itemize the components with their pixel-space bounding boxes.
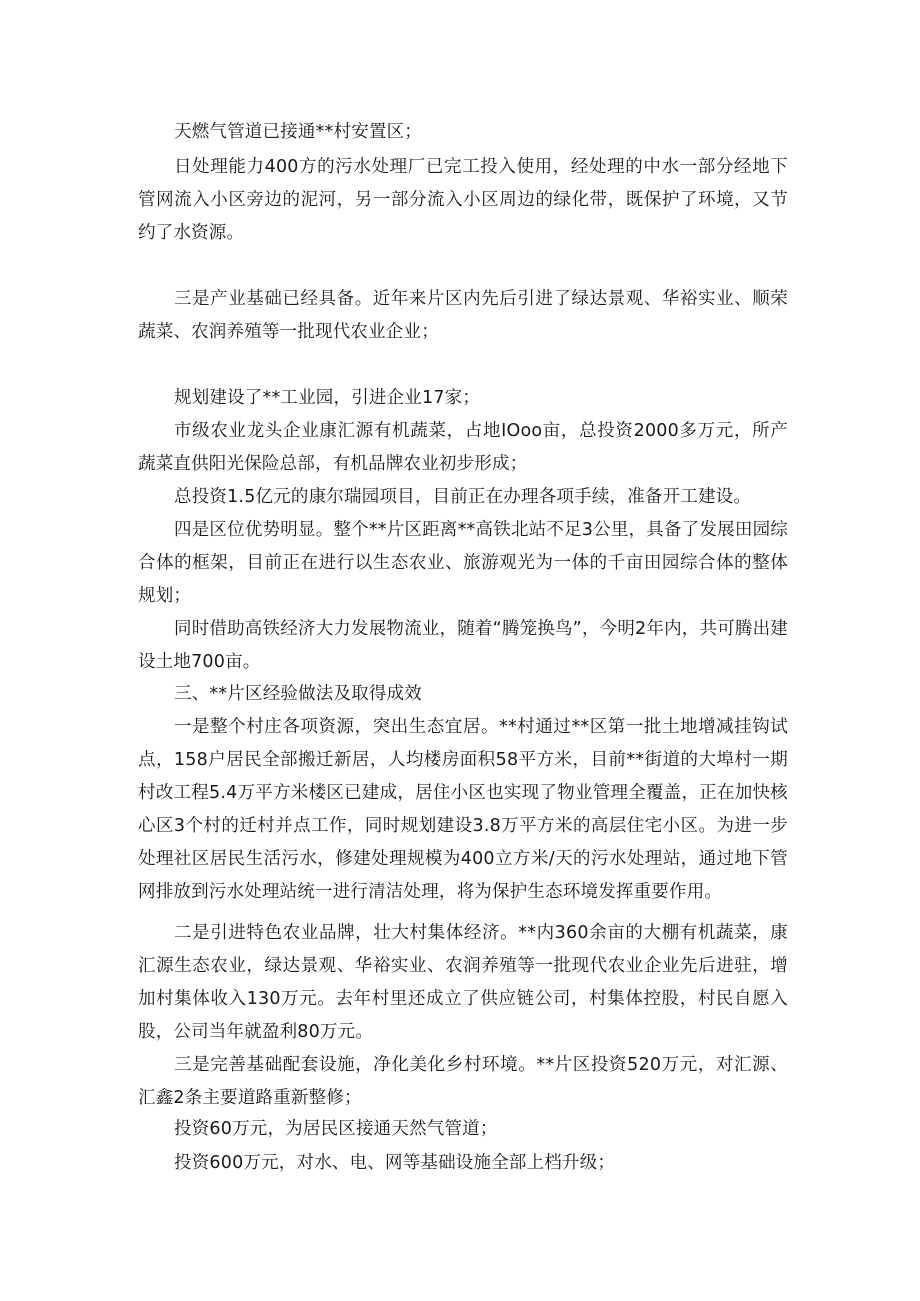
paragraph: 日处理能力400方的污水处理厂已完工投入使用，经处理的中水一部分经地下管网流入小区旁边的泥河，另一部分流入小区周边的绿化带，既保护了环境，又节约了水资源。 bbox=[138, 157, 788, 243]
paragraph: 规划建设了**工业园，引进企业17家； bbox=[174, 388, 481, 408]
paragraph: 总投资1.5亿元的康尔瑞园项目，目前正在办理各项手续，准备开工建设。 bbox=[174, 487, 752, 507]
paragraph: 一是整个村庄各项资源，突出生态宜居。**村通过**区第一批土地增减挂钩试点，158户居民全部搬迁新居，人均楼房面积58平方米，目前**街道的大埠村一期村改工程5.4万平方米楼区已建成，居住小区也实现了物业管理全覆盖，正在加快核心区3个村的迁村并点工作，同时规划建设3.8万平方米的高层住宅小区。为进一步处理社区居民生活污水，修建处理规模为400立方米/天的污水处理站，通过地下管网排放到污水处理站统一进行清洁处理，将为保护生态环境发挥重要作用。 bbox=[138, 717, 788, 902]
paragraph: 同时借助高铁经济大力发展物流业，随着“腾笼换鸟”，今明2年内，共可腾出建设土地700亩。 bbox=[138, 619, 788, 672]
paragraph: 投资600万元，对水、电、网等基础设施全部上档升级； bbox=[174, 1153, 616, 1173]
section-heading: 三、**片区经验做法及取得成效 bbox=[174, 684, 422, 704]
paragraph: 二是引进特色农业品牌，壮大村集体经济。**内360余亩的大棚有机蔬菜，康汇源生态农业，绿达景观、华裕实业、农润养殖等一批现代农业企业先后进驻，增加村集体收入130万元。去年村里还成立了供应链公司，村集体控股，村民自愿入股，公司当年就盈利80万元。 bbox=[138, 923, 788, 1042]
paragraph: 三是产业基础已经具备。近年来片区内先后引进了绿达景观、华裕实业、顺荣蔬菜、农润养殖等一批现代农业企业； bbox=[138, 289, 788, 342]
paragraph: 四是区位优势明显。整个**片区距离**高铁北站不足3公里，具备了发展田园综合体的框架，目前正在进行以生态农业、旅游观光为一体的千亩田园综合体的整体规划； bbox=[138, 520, 788, 606]
paragraph: 市级农业龙头企业康汇源有机蔬菜，占地IOoo亩，总投资2000多万元，所产蔬菜直供阳光保险总部，有机品牌农业初步形成； bbox=[138, 421, 788, 474]
paragraph: 天燃气管道已接通**村安置区； bbox=[174, 122, 422, 142]
paragraph: 三是完善基础配套设施，净化美化乡村环境。**片区投资520万元，对汇源、汇鑫2条主要道路重新整修； bbox=[138, 1055, 788, 1108]
paragraph: 投资60万元，为居民区接通天然气管道； bbox=[174, 1119, 498, 1139]
